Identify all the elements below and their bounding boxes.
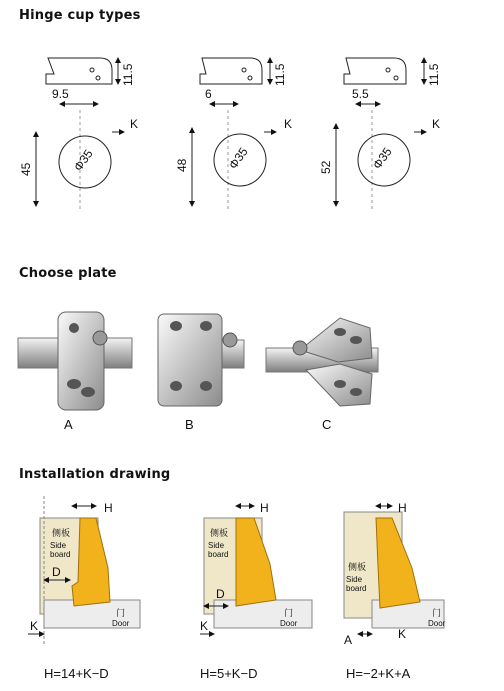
install-3-h: H	[398, 501, 407, 515]
cup-3-height: 11.5	[427, 63, 441, 86]
install-3-door-cn: 门	[432, 608, 442, 618]
cup-1-k: K	[130, 117, 139, 131]
plate-c-label: C	[322, 417, 332, 432]
install-2-d: D	[216, 587, 225, 601]
install-2-side-en1: Side	[208, 541, 225, 550]
cup-drawing-2	[175, 58, 292, 210]
install-2-door-en: Door	[280, 619, 298, 628]
install-3-door-en: Door	[428, 619, 446, 628]
install-2-door-cn: 门	[284, 608, 294, 618]
plate-b-image	[158, 314, 244, 406]
cup-drawing-1	[19, 58, 138, 210]
plate-c-image	[266, 318, 378, 406]
install-1-side-en1: Side	[50, 541, 67, 550]
cup-3-diameter: Φ35	[369, 144, 395, 172]
installation-drawings	[0, 496, 504, 656]
install-1-d: D	[52, 565, 61, 579]
cup-2-diameter: Φ35	[225, 144, 251, 172]
install-1-h: H	[104, 501, 113, 515]
install-3-side-cn: 侧板	[348, 562, 367, 572]
install-3-formula: H=−2+K+A	[346, 666, 411, 681]
cup-drawing-3	[319, 58, 441, 210]
cup-2-height: 11.5	[273, 63, 287, 86]
install-3-side-en1: Side	[346, 575, 363, 584]
install-1-door-en: Door	[112, 619, 130, 628]
hinge-cup-drawings	[0, 40, 504, 220]
cup-2-offset: 6	[205, 87, 212, 101]
cup-1-height: 11.5	[121, 63, 135, 86]
cup-2-dist: 48	[175, 158, 189, 172]
install-1-side-en2: board	[50, 550, 71, 559]
install-2-formula: H=5+K−D	[200, 666, 258, 681]
cup-1-dist: 45	[19, 162, 33, 176]
cup-2-k: K	[284, 117, 293, 131]
install-1-side-cn: 侧板	[52, 528, 71, 538]
cup-3-dist: 52	[319, 160, 333, 174]
plate-b-label: B	[185, 417, 194, 432]
cup-1-diameter: Φ35	[70, 146, 96, 174]
install-3-k: K	[398, 627, 407, 641]
section-title-choose-plate: Choose plate	[19, 266, 117, 281]
install-2-k: K	[200, 619, 209, 633]
install-1-formula: H=14+K−D	[44, 666, 109, 681]
plate-images	[0, 300, 504, 420]
install-2-side-en2: board	[208, 550, 229, 559]
install-1-door-cn: 门	[116, 608, 126, 618]
cup-1-offset: 9.5	[52, 87, 69, 101]
install-1-k: K	[30, 619, 39, 633]
install-3-side-en2: board	[346, 584, 367, 593]
install-3-a: A	[344, 633, 353, 647]
install-2-side-cn: 侧板	[210, 528, 229, 538]
plate-a-label: A	[64, 417, 73, 432]
section-title-installation-drawing: Installation drawing	[19, 467, 171, 482]
install-drawing-2	[200, 506, 312, 634]
section-title-hinge-cup-types: Hinge cup types	[19, 8, 141, 23]
cup-3-k: K	[432, 117, 441, 131]
plate-a-image	[18, 312, 132, 410]
install-2-h: H	[260, 501, 269, 515]
cup-3-offset: 5.5	[352, 87, 369, 101]
